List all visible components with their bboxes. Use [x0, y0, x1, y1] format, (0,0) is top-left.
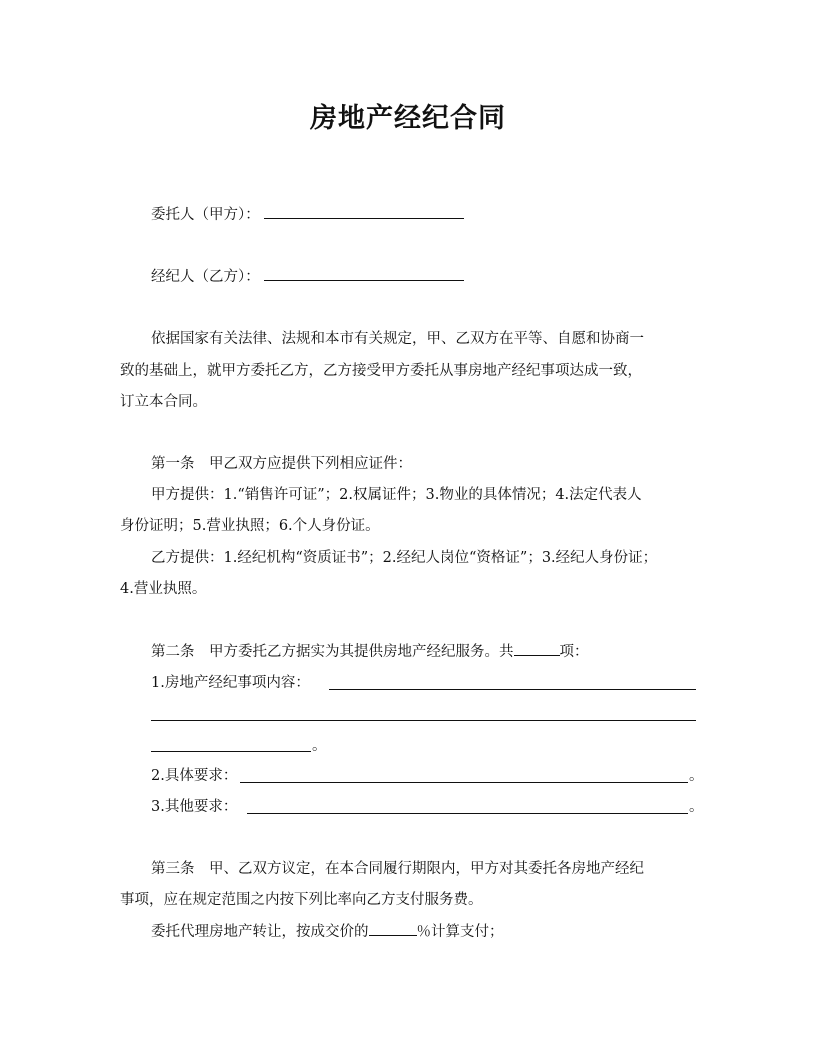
preamble-line-1: 依据国家有关法律、法规和本市有关规定，甲、乙双方在平等、自愿和协商一 [151, 331, 644, 347]
document-title: 房地产经纪合同 [310, 103, 506, 134]
article2-item1-label: 1.房地产经纪事项内容： [151, 675, 310, 691]
item2-end-mark: 。 [689, 768, 704, 784]
article2-heading-post: 项： [559, 644, 589, 660]
broker-name-blank[interactable] [264, 266, 464, 281]
client-name-blank[interactable] [264, 204, 464, 219]
article1-partyA-line-1: 甲方提供：1.“销售许可证”；2.权属证件；3.物业的具体情况；4.法定代表人 [151, 487, 642, 503]
item3-end-mark: 。 [689, 799, 704, 815]
article2-heading [151, 641, 589, 662]
article1-partyB-line-1: 乙方提供：1.经纪机构“资质证书”；2.经纪人岗位“资格证”；3.经纪人身份证； [151, 550, 658, 566]
article3-line-1: 第三条 甲、乙双方议定，在本合同履行期限内，甲方对其委托各房地产经纪 [151, 861, 644, 877]
item2-blank[interactable] [240, 782, 688, 783]
broker-label: 经纪人（乙方）： [151, 269, 260, 285]
client-party-line [151, 204, 464, 225]
article3-line-3 [151, 921, 504, 942]
article3-line-2: 事项，应在规定范围之内按下列比率向乙方支付服务费。 [120, 892, 483, 908]
commission-pre: 委托代理房地产转让，按成交价的 [151, 924, 369, 940]
article1-partyB-line-2: 4.营业执照。 [120, 581, 207, 597]
commission-rate-blank[interactable] [369, 921, 417, 936]
commission-post: ％计算支付； [416, 924, 504, 940]
broker-party-line [151, 266, 464, 287]
article2-heading-pre: 第二条 甲方委托乙方据实为其提供房地产经纪服务。共 [151, 644, 514, 660]
item1-blank-row-1[interactable] [329, 689, 696, 690]
item3-blank[interactable] [247, 813, 688, 814]
item1-end-mark: 。 [312, 738, 327, 754]
preamble-line-2: 致的基础上，就甲方委托乙方，乙方接受甲方委托从事房地产经纪事项达成一致， [120, 363, 642, 379]
item1-blank-row-2[interactable] [151, 720, 696, 721]
article2-item2-label: 2.具体要求： [151, 768, 238, 784]
client-label: 委托人（甲方）： [151, 207, 260, 223]
article1-heading: 第一条 甲乙双方应提供下列相应证件： [151, 456, 412, 472]
item1-blank-row-3[interactable] [151, 751, 311, 752]
article1-partyA-line-2: 身份证明；5.营业执照；6.个人身份证。 [120, 518, 380, 534]
article2-item3-label: 3.其他要求： [151, 799, 238, 815]
preamble-line-3: 订立本合同。 [120, 394, 207, 410]
item-count-blank[interactable] [514, 641, 560, 656]
